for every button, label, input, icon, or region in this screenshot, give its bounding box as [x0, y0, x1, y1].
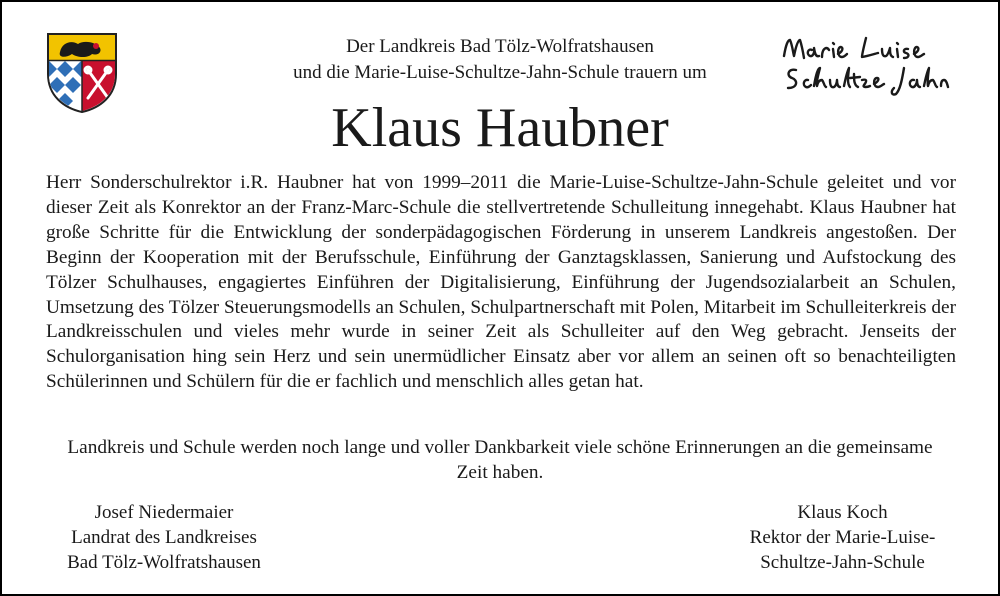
signature-block-left: [34, 500, 294, 575]
signer-title-left-1: Landrat des Landkreises: [71, 527, 257, 548]
signer-title-right-1: Rektor der Marie-Luise-: [749, 527, 936, 548]
obituary-paragraph: Herr Sonderschulrektor i.R. Haubner hat von 1999–2011 die Marie-Luise-Schultze-Jahn-Schule geleitet und vor dieser Zeit als Konrektor an der Franz-Marc-Schule die stellvertretende Schulleitung innegehabt. Klaus Haubner hat große Schritte für die Entwicklung der sonderpädagogischen Förderung in unserem Landkreis angestoßen. Der Beginn der Kooperation mit der Berufsschule, Einführung der Ganztagsklassen, Sanierung und Aufstockung des Tölzer Schulhauses, engagiertes Einführen der Digitalisierung, Einführung der Jugendsozialarbeit an Schulen, Umsetzung des Tölzer Steuerungsmodells an Schulen, Schulpartnerschaft mit Polen, Mitarbeit im Schulleiterkreis der Landkreisschulen und vieles mehr wurde in seiner Zeit als Schulleiter auf den Weg gebracht. Jenseits der Schulorganisation hing sein Herz und sein unermüdlicher Einsatz aber vor allem an seinen oft so benachteiligten Schülerinnen und Schülern für die er fachlich und menschlich alles getan hat.: [46, 172, 956, 393]
signature-logo-text: Marie Luise Schultze Jahn: [778, 30, 792, 31]
signature-block-right: [705, 500, 980, 575]
school-signature-logo: [778, 30, 958, 102]
signer-title-left-2: Bad Tölz-Wolfratshausen: [67, 552, 261, 573]
closing-statement: Landkreis und Schule werden noch lange und voller Dankbarkeit viele schöne Erinnerungen an die gemeinsame Zeit haben.: [67, 437, 933, 483]
intro-text: [190, 34, 810, 86]
intro-line-2: und die Marie-Luise-Schultze-Jahn-Schule trauern um: [293, 62, 707, 83]
deceased-name: Klaus Haubner: [331, 97, 669, 159]
signer-title-right-2: Schultze-Jahn-Schule: [760, 552, 925, 573]
signer-name-left: Josef Niedermaier: [94, 502, 234, 523]
intro-line-1: Der Landkreis Bad Tölz-Wolfratshausen: [346, 36, 654, 57]
signer-name-right: Klaus Koch: [797, 502, 888, 523]
